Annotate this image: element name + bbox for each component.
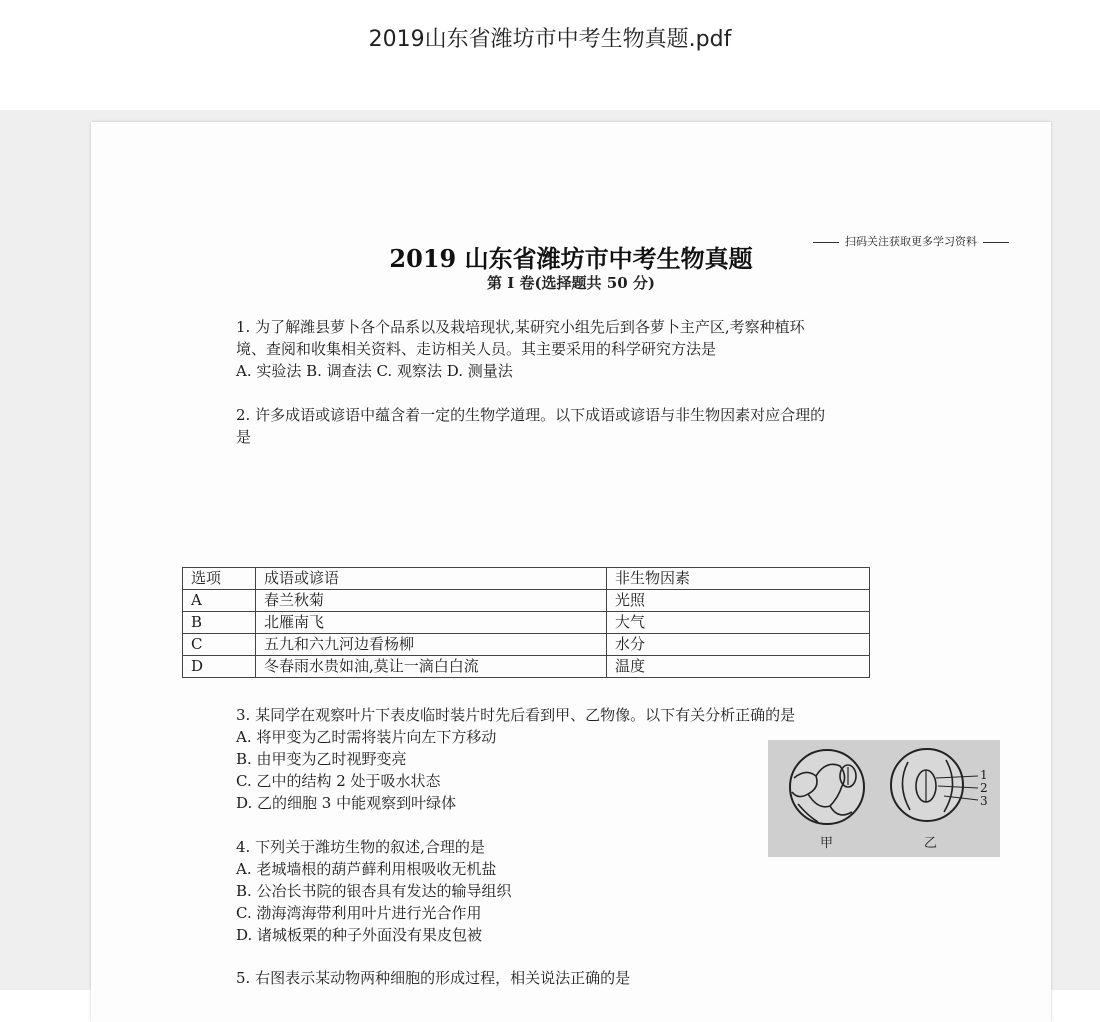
exam-subtitle: 第 I 卷(选择题共 50 分) — [487, 274, 655, 292]
table-header-cell: 成语或谚语 — [256, 568, 607, 590]
table-cell: 五九和六九河边看杨柳 — [256, 634, 607, 656]
document-title: 2019山东省潍坊市中考生物真题.pdf — [368, 27, 732, 52]
question-line: 2. 许多成语或谚语中蕴含着一定的生物学道理。以下成语或谚语与非生物因素对应合理的 — [236, 406, 826, 424]
question-line: D. 乙的细胞 3 中能观察到叶绿体 — [236, 794, 457, 812]
table-row — [183, 590, 870, 612]
table-header-row — [183, 568, 870, 590]
question-2 — [236, 404, 916, 448]
table-cell: 春兰秋菊 — [256, 590, 607, 612]
question-line: A. 老城墙根的葫芦藓利用根吸收无机盐 — [236, 860, 497, 878]
question-line: 3. 某同学在观察叶片下表皮临时装片时先后看到甲、乙物像。以下有关分析正确的是 — [236, 706, 796, 724]
table-row — [183, 634, 870, 656]
figure-label-jia: 甲 — [820, 836, 834, 851]
table-cell: 北雁南飞 — [256, 612, 607, 634]
table-cell: 光照 — [607, 590, 870, 612]
question-5 — [236, 967, 916, 989]
table-cell: A — [183, 590, 256, 612]
table-cell: B — [183, 612, 256, 634]
exam-title: 2019 山东省潍坊市中考生物真题 — [389, 244, 753, 273]
question-line: A. 将甲变为乙时需将装片向左下方移动 — [236, 728, 497, 746]
figure-label-3: 3 — [980, 794, 988, 808]
question-line: 是 — [236, 428, 252, 446]
question-line: 4. 下列关于潍坊生物的叙述,合理的是 — [236, 838, 485, 856]
table-cell: 水分 — [607, 634, 870, 656]
qr-note-text: 扫码关注获取更多学习资料 — [845, 235, 977, 248]
figure-label-2: 2 — [980, 781, 988, 795]
question-1 — [236, 316, 916, 382]
question-line: C. 渤海湾海带利用叶片进行光合作用 — [236, 904, 482, 922]
pdf-page — [91, 122, 1051, 1022]
question-line: B. 由甲变为乙时视野变亮 — [236, 750, 407, 768]
table-row — [183, 656, 870, 678]
question-line: C. 乙中的结构 2 处于吸水状态 — [236, 772, 441, 790]
table-cell: C — [183, 634, 256, 656]
question-line: 境、查阅和收集相关资料、走访相关人员。其主要采用的科学研究方法是 — [236, 340, 717, 358]
table-header-cell: 选项 — [183, 568, 256, 590]
answer-table — [182, 567, 870, 678]
table-cell: 冬春雨水贵如油,莫让一滴白白流 — [256, 656, 607, 678]
table-cell: D — [183, 656, 256, 678]
question-line: 5. 右图表示某动物两种细胞的形成过程，相关说法正确的是 — [236, 969, 631, 987]
question-line: 1. 为了解潍县萝卜各个品系以及栽培现状,某研究小组先后到各萝卜主产区,考察种植环 — [236, 318, 805, 336]
table-header-cell: 非生物因素 — [607, 568, 870, 590]
viewer-header — [0, 0, 1100, 110]
question-line: D. 诸城板栗的种子外面没有果皮包被 — [236, 926, 483, 944]
question-4 — [236, 836, 916, 946]
figure-label-yi: 乙 — [924, 836, 938, 851]
figure-label-1: 1 — [980, 768, 988, 782]
table-cell: 温度 — [607, 656, 870, 678]
table-cell: 大气 — [607, 612, 870, 634]
question-line: B. 公冶长书院的银杏具有发达的输导组织 — [236, 882, 512, 900]
question-line: A. 实验法 B. 调查法 C. 观察法 D. 测量法 — [236, 362, 513, 380]
table-row — [183, 612, 870, 634]
